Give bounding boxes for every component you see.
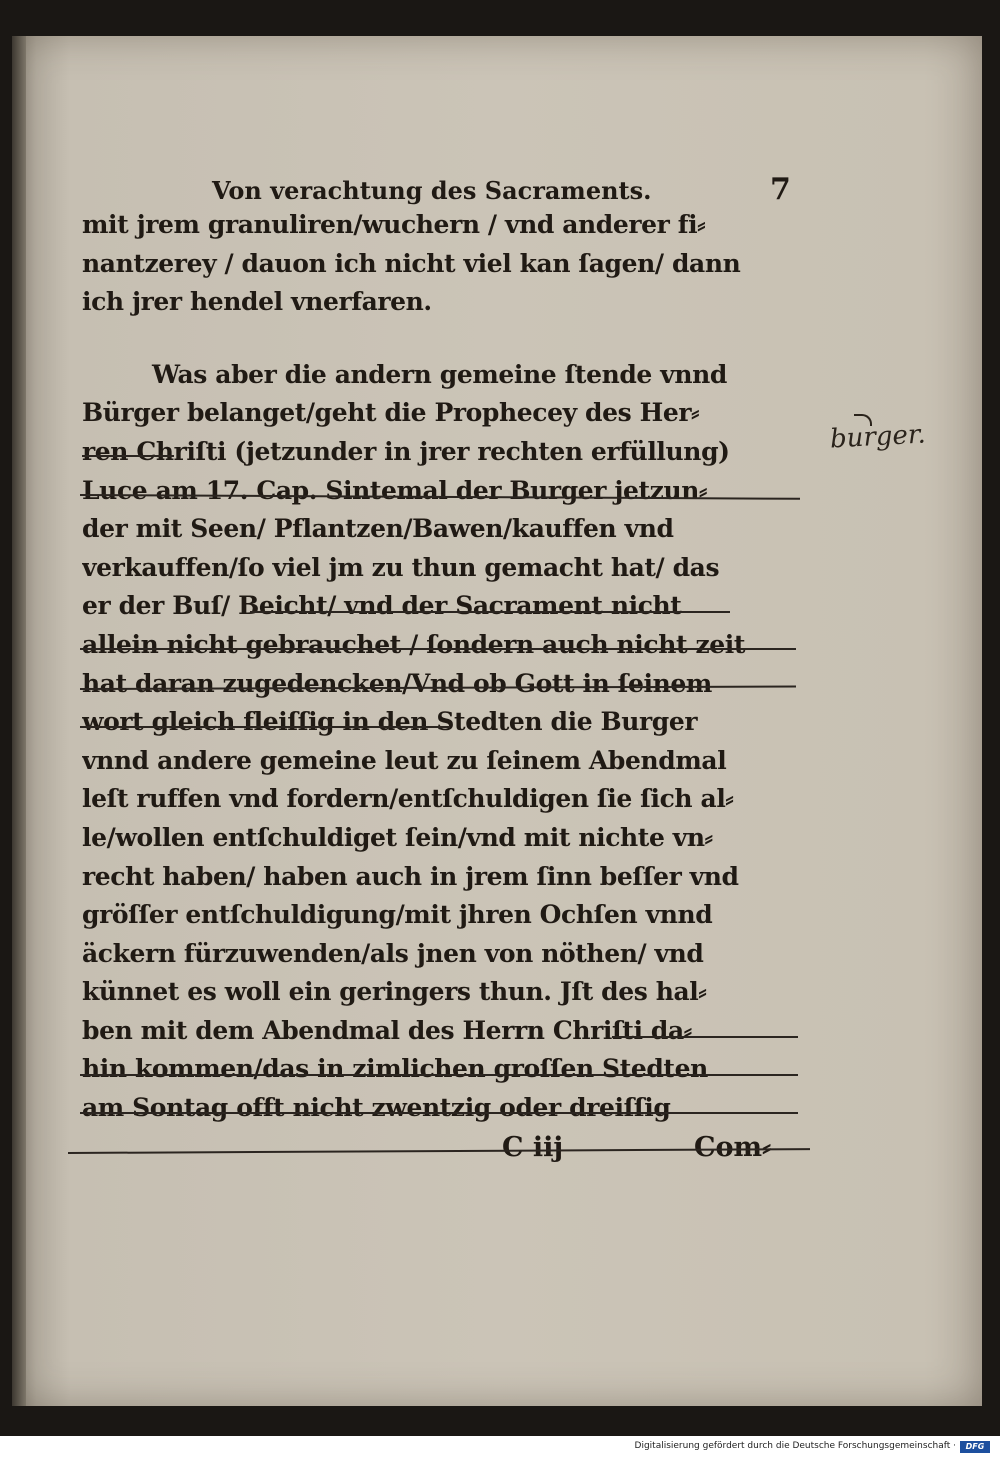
marginal-note: burger. bbox=[829, 419, 927, 455]
running-head bbox=[82, 172, 802, 206]
handwritten-underline bbox=[82, 455, 174, 457]
text-line: Luce am 17. Cap. Sintemal der Burger jetzun⸗ bbox=[82, 475, 707, 505]
paragraph-gap bbox=[82, 322, 802, 356]
page-number: 7 bbox=[770, 172, 791, 207]
running-title: Von verachtung des Sacraments. bbox=[212, 176, 652, 205]
text-block bbox=[82, 172, 802, 1170]
page-gutter-shadow bbox=[12, 36, 26, 1406]
text-line: der mit Seen/ Pflantzen/Bawen/kauffen vnd bbox=[82, 514, 674, 544]
text-line: hin kommen/das in zimlichen groſſen Stedten bbox=[82, 1054, 708, 1084]
text-line: nantzerey / dauon ich nicht viel kan ſagen/ dann bbox=[82, 248, 741, 278]
handwritten-underline bbox=[80, 1112, 798, 1114]
text-line: le/wollen entſchuldiget ſein/vnd mit nichte vn⸗ bbox=[82, 822, 713, 852]
handwritten-underline bbox=[80, 726, 450, 728]
funding-credit: Digitalisierung gefördert durch die Deutsche Forschungsgemeinschaft · bbox=[634, 1441, 956, 1451]
footer-strip bbox=[0, 1436, 1000, 1459]
text-line: wort gleich fleiſſig in den Stedten die Burger bbox=[82, 707, 698, 737]
handwritten-underline bbox=[80, 648, 796, 650]
handwritten-underline bbox=[80, 1074, 798, 1076]
signature-mark: C iij bbox=[502, 1131, 564, 1163]
text-line: ben mit dem Abendmal des Herrn Chriſti da⸗ bbox=[82, 1015, 692, 1045]
paragraph-1 bbox=[82, 206, 802, 322]
text-line: hat daran zugedencken/Vnd ob Gott in ſeinem bbox=[82, 668, 712, 698]
text-line: verkauffen/ſo viel jm zu thun gemacht hat/ das bbox=[82, 552, 720, 582]
book-page bbox=[12, 36, 982, 1406]
text-line: am Sontag offt nicht zwentzig oder dreiſſig bbox=[82, 1093, 671, 1123]
text-line: recht haben/ haben auch in jrem ſinn beſſer vnd bbox=[82, 861, 739, 891]
text-line: äckern fürzuwenden/als jnen von nöthen/ vnd bbox=[82, 938, 704, 968]
text-line: gröſſer entſchuldigung/mit jhren Ochſen vnnd bbox=[82, 900, 713, 930]
text-line: ren Chriſti (jetzunder in jrer rechten erfüllung) bbox=[82, 436, 730, 466]
text-line: er der Buſ/ Beicht/ vnd der Sacrament nicht bbox=[82, 591, 682, 621]
text-line: künnet es woll ein geringers thun. Jſt des hal⸗ bbox=[82, 977, 707, 1007]
text-line: Bürger belanget/geht die Prophecey des Her⸗ bbox=[82, 398, 700, 428]
dfg-logo-icon: DFG bbox=[960, 1441, 990, 1453]
text-line: ich jrer hendel vnerfaren. bbox=[82, 287, 432, 317]
catchword: Com⸗ bbox=[694, 1131, 772, 1163]
text-line: Was aber die andern gemeine ſtende vnnd bbox=[152, 359, 728, 389]
paragraph-2 bbox=[82, 356, 802, 1128]
handwritten-underline bbox=[250, 611, 730, 613]
text-line: mit jrem granuliren/wuchern / vnd anderer fi⸗ bbox=[82, 210, 706, 239]
text-line: allein nicht gebrauchet / ſondern auch nicht zeit bbox=[82, 629, 745, 659]
handwritten-underline bbox=[612, 1036, 798, 1038]
text-line: leſt ruffen vnd fordern/entſchuldigen ſie ſich al⸗ bbox=[82, 784, 734, 814]
text-line: vnnd andere gemeine leut zu ſeinem Abendmal bbox=[82, 745, 727, 775]
